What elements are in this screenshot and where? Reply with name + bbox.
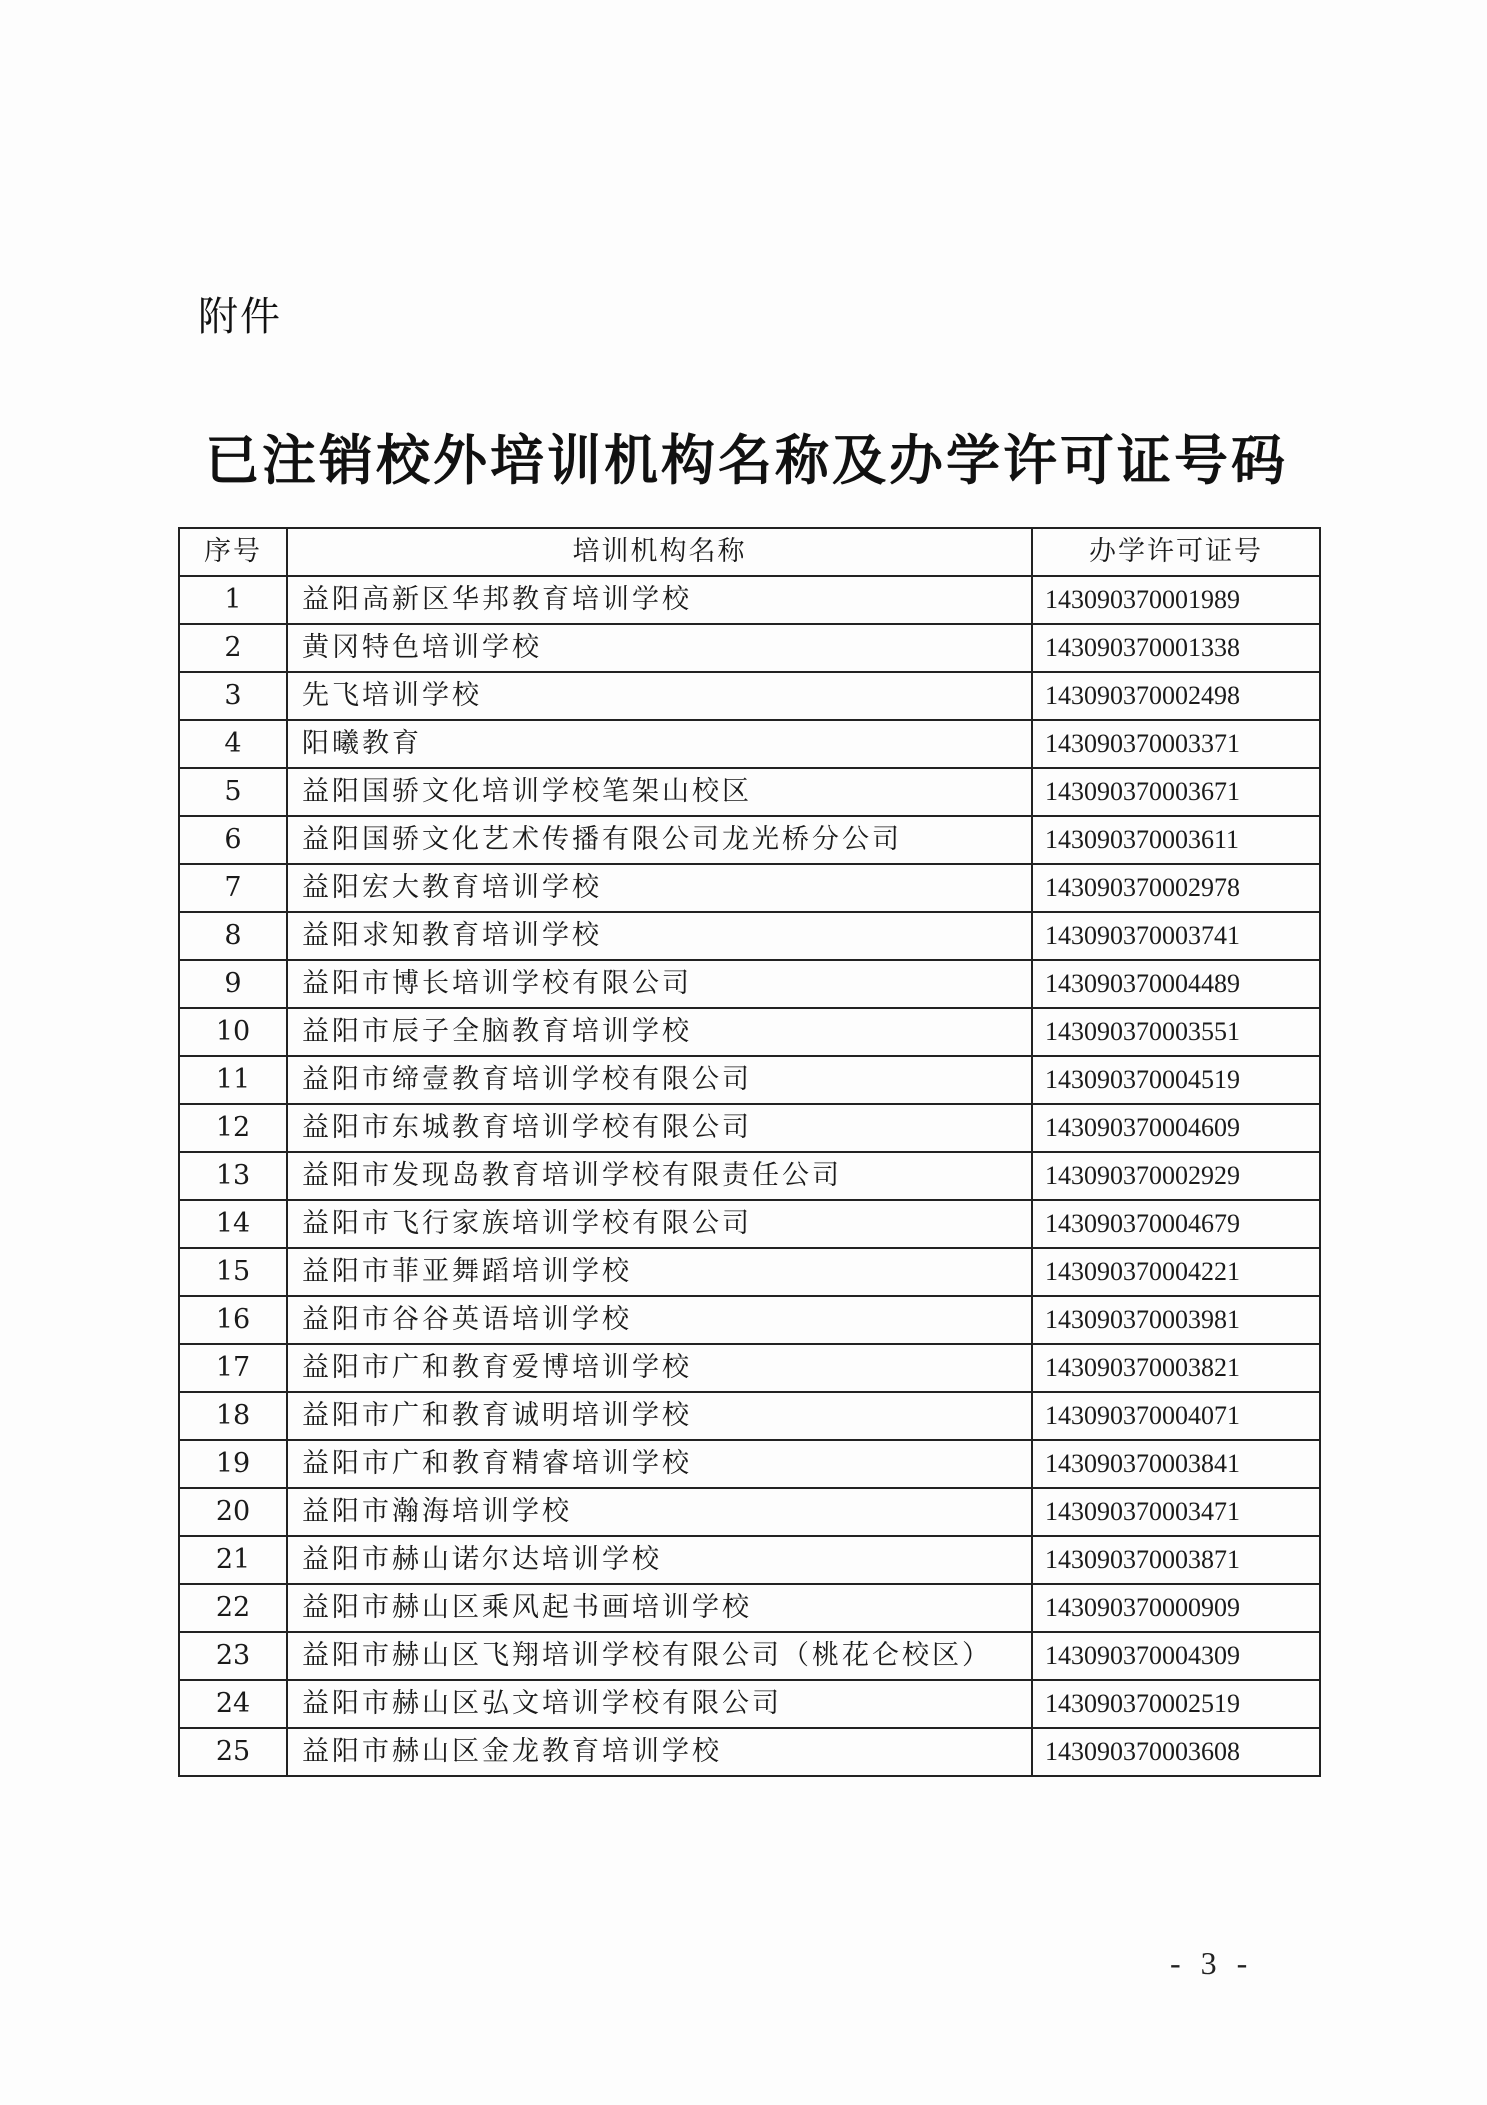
table-row (179, 1152, 1320, 1200)
row-license-number: 143090370003741 (1032, 912, 1320, 960)
row-serial-number: 17 (179, 1344, 287, 1392)
table-row (179, 1488, 1320, 1536)
row-serial-number: 21 (179, 1536, 287, 1584)
row-serial-number: 19 (179, 1440, 287, 1488)
row-institution-name: 益阳市缔壹教育培训学校有限公司 (287, 1056, 1032, 1104)
row-license-number: 143090370003981 (1032, 1296, 1320, 1344)
row-serial-number: 14 (179, 1200, 287, 1248)
table-row (179, 1728, 1320, 1776)
row-serial-number: 15 (179, 1248, 287, 1296)
license-table-container (178, 527, 1319, 1777)
table-row (179, 1632, 1320, 1680)
table-row (179, 576, 1320, 624)
row-institution-name: 益阳求知教育培训学校 (287, 912, 1032, 960)
row-license-number: 143090370003551 (1032, 1008, 1320, 1056)
table-row (179, 912, 1320, 960)
row-license-number: 143090370003821 (1032, 1344, 1320, 1392)
row-institution-name: 益阳国骄文化艺术传播有限公司龙光桥分公司 (287, 816, 1032, 864)
table-row (179, 672, 1320, 720)
row-serial-number: 13 (179, 1152, 287, 1200)
row-institution-name: 益阳市瀚海培训学校 (287, 1488, 1032, 1536)
header-license-number: 办学许可证号 (1032, 528, 1320, 576)
table-row (179, 1536, 1320, 1584)
row-serial-number: 8 (179, 912, 287, 960)
row-license-number: 143090370001989 (1032, 576, 1320, 624)
row-institution-name: 黄冈特色培训学校 (287, 624, 1032, 672)
row-institution-name: 益阳宏大教育培训学校 (287, 864, 1032, 912)
row-serial-number: 4 (179, 720, 287, 768)
table-row (179, 1104, 1320, 1152)
table-row (179, 816, 1320, 864)
row-institution-name: 益阳市谷谷英语培训学校 (287, 1296, 1032, 1344)
row-license-number: 143090370002498 (1032, 672, 1320, 720)
row-institution-name: 益阳市广和教育爱博培训学校 (287, 1344, 1032, 1392)
table-body (179, 576, 1320, 1776)
row-institution-name: 先飞培训学校 (287, 672, 1032, 720)
table-row (179, 1248, 1320, 1296)
row-serial-number: 23 (179, 1632, 287, 1680)
row-serial-number: 2 (179, 624, 287, 672)
row-serial-number: 9 (179, 960, 287, 1008)
row-license-number: 143090370001338 (1032, 624, 1320, 672)
table-row (179, 1296, 1320, 1344)
row-institution-name: 益阳市菲亚舞蹈培训学校 (287, 1248, 1032, 1296)
row-license-number: 143090370004609 (1032, 1104, 1320, 1152)
row-license-number: 143090370004679 (1032, 1200, 1320, 1248)
row-serial-number: 10 (179, 1008, 287, 1056)
table-row (179, 1344, 1320, 1392)
row-serial-number: 18 (179, 1392, 287, 1440)
attachment-label: 附件 (198, 294, 282, 340)
row-institution-name: 益阳市发现岛教育培训学校有限责任公司 (287, 1152, 1032, 1200)
row-institution-name: 益阳国骄文化培训学校笔架山校区 (287, 768, 1032, 816)
table-row (179, 1056, 1320, 1104)
row-institution-name: 益阳市博长培训学校有限公司 (287, 960, 1032, 1008)
table-header-row (179, 528, 1320, 576)
row-serial-number: 5 (179, 768, 287, 816)
row-license-number: 143090370000909 (1032, 1584, 1320, 1632)
row-institution-name: 益阳市广和教育精睿培训学校 (287, 1440, 1032, 1488)
row-institution-name: 益阳市东城教育培训学校有限公司 (287, 1104, 1032, 1152)
row-serial-number: 12 (179, 1104, 287, 1152)
row-license-number: 143090370003841 (1032, 1440, 1320, 1488)
row-institution-name: 益阳市广和教育诚明培训学校 (287, 1392, 1032, 1440)
row-license-number: 143090370004071 (1032, 1392, 1320, 1440)
row-license-number: 143090370003371 (1032, 720, 1320, 768)
row-license-number: 143090370003608 (1032, 1728, 1320, 1776)
row-license-number: 143090370003471 (1032, 1488, 1320, 1536)
row-institution-name: 益阳市赫山区金龙教育培训学校 (287, 1728, 1032, 1776)
table-row (179, 1392, 1320, 1440)
row-institution-name: 益阳市辰子全脑教育培训学校 (287, 1008, 1032, 1056)
header-institution-name: 培训机构名称 (287, 528, 1032, 576)
row-license-number: 143090370004221 (1032, 1248, 1320, 1296)
row-institution-name: 益阳市赫山区弘文培训学校有限公司 (287, 1680, 1032, 1728)
row-license-number: 143090370004489 (1032, 960, 1320, 1008)
row-license-number: 143090370003611 (1032, 816, 1320, 864)
table-row (179, 1680, 1320, 1728)
row-license-number: 143090370003671 (1032, 768, 1320, 816)
row-license-number: 143090370004519 (1032, 1056, 1320, 1104)
row-institution-name: 益阳市飞行家族培训学校有限公司 (287, 1200, 1032, 1248)
row-institution-name: 阳曦教育 (287, 720, 1032, 768)
row-license-number: 143090370002978 (1032, 864, 1320, 912)
row-institution-name: 益阳高新区华邦教育培训学校 (287, 576, 1032, 624)
table-row (179, 1440, 1320, 1488)
row-institution-name: 益阳市赫山区乘风起书画培训学校 (287, 1584, 1032, 1632)
row-serial-number: 25 (179, 1728, 287, 1776)
row-serial-number: 1 (179, 576, 287, 624)
row-license-number: 143090370002929 (1032, 1152, 1320, 1200)
row-serial-number: 7 (179, 864, 287, 912)
row-serial-number: 11 (179, 1056, 287, 1104)
header-serial-number: 序号 (179, 528, 287, 576)
row-serial-number: 6 (179, 816, 287, 864)
row-serial-number: 16 (179, 1296, 287, 1344)
table-row (179, 720, 1320, 768)
row-serial-number: 22 (179, 1584, 287, 1632)
row-institution-name: 益阳市赫山诺尔达培训学校 (287, 1536, 1032, 1584)
table-row (179, 1584, 1320, 1632)
row-license-number: 143090370002519 (1032, 1680, 1320, 1728)
license-table (178, 527, 1321, 1777)
row-serial-number: 3 (179, 672, 287, 720)
page-number: - 3 - (1170, 1945, 1254, 1981)
document-title: 已注销校外培训机构名称及办学许可证号码 (205, 429, 1288, 492)
table-row (179, 624, 1320, 672)
row-serial-number: 20 (179, 1488, 287, 1536)
table-row (179, 960, 1320, 1008)
row-serial-number: 24 (179, 1680, 287, 1728)
row-license-number: 143090370003871 (1032, 1536, 1320, 1584)
table-row (179, 1200, 1320, 1248)
table-row (179, 864, 1320, 912)
row-license-number: 143090370004309 (1032, 1632, 1320, 1680)
table-row (179, 1008, 1320, 1056)
table-row (179, 768, 1320, 816)
row-institution-name: 益阳市赫山区飞翔培训学校有限公司（桃花仑校区） (287, 1632, 1032, 1680)
